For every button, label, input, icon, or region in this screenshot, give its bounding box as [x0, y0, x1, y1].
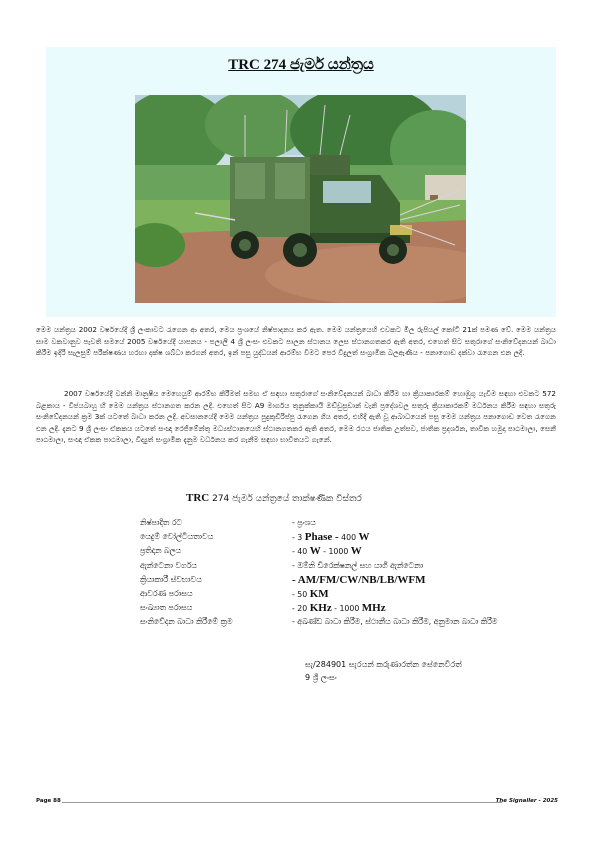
page-number: Page 88	[36, 798, 61, 804]
page-title: TRC 274 ජැමර් යන්ත්‍රය	[228, 57, 374, 73]
paragraph-intro: මෙම යන්ත්‍රය 2002 වර්ෂයේදී ශ්‍රී ලංකාවට රැගෙන ආ අතර, මෙය ප්‍රංශයේ නිෂ්පාදනය කර ඇත. මෙම යන්ත්‍රයෙහි එවකට මිල රුපියල් කෝටි 21ක් පමණ වේ. මෙම යන්ත්‍රය සාම වකවානුව පැවති සමයේ 2005 වර්ෂයේදී යාපනය - පලාලි 4 ශ්‍රී ලංසං එවකට පාලන ස්ථානය ලෙස ස්ථානගතකර ඇති අතර, එහෙත් සිට සතුරාගේ සංනිවේදනයන් බාධා කිරීම ඉදිරි සැලසුම් පරීක්ෂණය හරහා දක්ෂ ශබ්ධා කරගන් අතර, ඉන් පසු යුද්ධයන් ආරම්භ වීමට පෙර විදුලත් සංග්‍රාමික බලඇණිය - පනාගොඩ දක්වා රැගෙන එන ලදී.	[36, 325, 556, 358]
spec-row-range	[140, 587, 497, 601]
specs-heading-bold: TRC	[186, 492, 210, 504]
page-footer	[36, 798, 558, 808]
spec-label: යෙදුම් වෝල්ටීයතාවය	[140, 532, 214, 542]
spec-value: - 20 KHz - 1000 MHz	[292, 602, 386, 615]
spec-label: ප්‍රතිදාන බලය	[140, 546, 182, 556]
spec-value: - අඛණ්ඩ බාධා කිරීම, ස්ථානීය බාධා කිරීම, අනුමාන බාධා කිරීම	[292, 617, 498, 627]
specs-heading-text: 274 ජැමර් යන්ත්‍රයේ තාක්ෂණික විස්තර	[209, 494, 362, 504]
spec-label: සංනිවේදන බාධා කිරීමේ ක්‍රම	[140, 617, 233, 627]
spec-row-power	[140, 544, 497, 558]
spec-label: ඇන්ටෙනා වර්ගය	[140, 560, 197, 570]
truck-photo	[135, 95, 466, 303]
author-signature	[305, 659, 462, 684]
author-unit: 9 ශ්‍රී ලංසං	[305, 672, 337, 682]
spec-value: - ඔම්නි ඩිරෙක්ෂනල් සහ යාගී ඇන්ටෙනා	[292, 560, 424, 570]
spec-value: - ප්‍රංශය	[292, 518, 316, 528]
spec-label: නිෂ්පාදිත රට	[140, 518, 183, 528]
spec-row-country	[140, 516, 497, 530]
footer-rule	[62, 802, 502, 803]
specs-table	[140, 516, 497, 630]
spec-row-mode	[140, 573, 497, 587]
specs-heading	[186, 492, 362, 504]
author-name: සැ/284901 සැරයන් කරුණාරත්න සේනෙවිරත්	[305, 660, 462, 669]
spec-row-voltage	[140, 530, 497, 544]
spec-row-frequency	[140, 601, 497, 615]
spec-value: - AM/FM/CW/NB/LB/WFM	[292, 573, 426, 586]
paragraph-history: 2007 වර්ෂයේදී වන්නි මානුෂීය මෙහෙයුම් ආරම්භ කිරීමත් සමඟ ඒ සඳහා සතුරාගේ සංනිවේදනයන් බාධා කිරීම හා ක්‍රියාකාරකම් හොඹුගු යැවීම සඳහා එවකට 572 බළකාය - විජයබාහු හී මෙම යන්ත්‍රය ස්ථානගත කරන ලදී. එහෙත් සිට A9 මාර්ගය තුනුක්කායි ඔඩ්ඩුසුඩාන් වැනි ප්‍රදේශවල සතුරු ක්‍රියාකාරකම් මර්ධනය කිරීම සඳහා සතුරු සංනිවේදනයන් ක්‍රම 3ක් යටතේ බාධා කරන ලදී. අවසානයේදී මෙම යන්ත්‍රය පුදුකුඩිරිප්පු රැගෙන ගිය අතර, එහිදී ඇති වූ ආබාධයෙන් පසු මෙම යන්ත්‍රය පනාගොඩ වෙත රැගෙන එන ලදී. දැනට 9 ශ්‍රී ලංසං ඒකකය යටතේ සංඥා රෙජිමේන්තු මධ්‍යස්ථානයෙහි ස්ථානගතකර ඇති අතර, මෙම රථය ජාතික උත්සව, ජාතික ප්‍රදර්ශන, තාවික හමුදා පාඨමාලා, සෙනී පාඨමාලා, සංඥා ඒකක පාඨමාලා, විද්‍යුත් සංග්‍රාමික දැනුම වර්ධනය කර ගැනීම සඳහා භාවිතයට ගැනේ.	[36, 389, 556, 445]
spec-value: - 3 Phase - 400 W	[292, 531, 370, 544]
spec-value: - 50 KM	[292, 588, 329, 601]
spec-row-antenna	[140, 559, 497, 573]
magazine-name: The Signaller - 2025	[495, 798, 558, 804]
spec-row-jamming-methods	[140, 615, 497, 629]
spec-label: ආවරණ පරාසය	[140, 589, 193, 599]
spec-label: ක්‍රියාකාරී ස්වභාවය	[140, 574, 202, 584]
spec-label: සංඛ්‍යාත පරාසය	[140, 603, 193, 613]
spec-value: - 40 W - 1000 W	[292, 545, 362, 558]
